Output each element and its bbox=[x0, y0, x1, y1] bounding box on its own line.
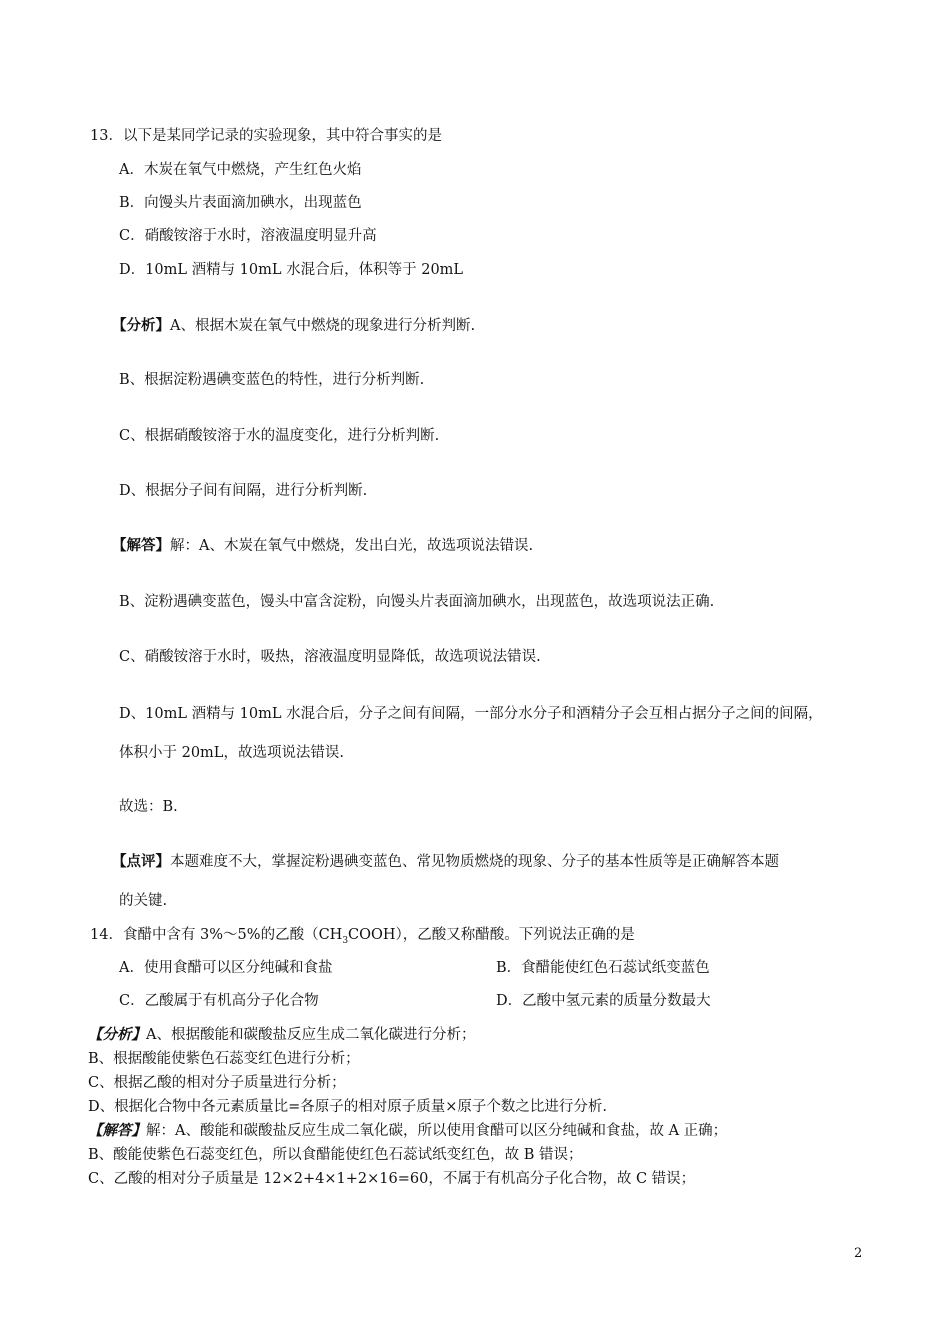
q14-answer-line-3: C、乙酸的相对分子质量是 12×2+4×1+2×16=60，不属于有机高分子化合物，故 C 错误； bbox=[88, 1171, 696, 1187]
q13-comment-line-1: 【点评】本题难度不大，掌握淀粉遇碘变蓝色、常见物质燃烧的现象、分子的基本性质等是正确解答本题 bbox=[112, 853, 779, 870]
q13-answer-line-3: C、硝酸铵溶于水时，吸热，溶液温度明显降低，故选项说法错误. bbox=[119, 649, 541, 665]
q13-answer-choice: 故选：B. bbox=[119, 799, 178, 815]
q14-analysis-line-1: 【分析】A、根据酸能和碳酸盐反应生成二氧化碳进行分析； bbox=[88, 1026, 476, 1043]
q13-option-b: B．向馒头片表面滴加碘水，出现蓝色 bbox=[119, 195, 362, 211]
q14-analysis-tag: 【分析】 bbox=[88, 1026, 146, 1043]
q14-answer-line-2: B、酸能使紫色石蕊变红色，所以食醋能使红色石蕊试纸变红色，故 B 错误； bbox=[88, 1147, 583, 1163]
q13-answer-line-2: B、淀粉遇碘变蓝色，馒头中富含淀粉，向馒头片表面滴加碘水，出现蓝色，故选项说法正确. bbox=[119, 594, 715, 610]
q13-option-c: C．硝酸铵溶于水时，溶液温度明显升高 bbox=[119, 228, 377, 244]
q14-analysis-line-4: D、根据化合物中各元素质量比=各原子的相对原子质量×原子个数之比进行分析. bbox=[88, 1099, 608, 1115]
q13-option-d: D．10mL 酒精与 10mL 水混合后，体积等于 20mL bbox=[119, 262, 464, 278]
q13-analysis-tag: 【分析】 bbox=[112, 317, 170, 334]
q13-comment-tag: 【点评】 bbox=[112, 853, 170, 870]
q13-answer-line-1: 【解答】解：A、木炭在氧气中燃烧，发出白光，故选项说法错误. bbox=[112, 537, 534, 554]
page-number: 2 bbox=[854, 1246, 863, 1261]
q14-option-b: B．食醋能使红色石蕊试纸变蓝色 bbox=[496, 960, 710, 976]
q13-answer-tag: 【解答】 bbox=[112, 537, 170, 554]
q13-comment-line-2: 的关键. bbox=[119, 893, 168, 909]
q13-analysis-line-4: D、根据分子间有间隔，进行分析判断. bbox=[119, 483, 368, 499]
q14-analysis-line-2: B、根据酸能使紫色石蕊变红色进行分析； bbox=[88, 1051, 360, 1067]
q14-stem: 14．食醋中含有 3%～5%的乙酸$(CH_3COOH)$，乙酸又称醋酸。下列说法正确的是 bbox=[90, 927, 635, 946]
q13-option-a: A．木炭在氧气中燃烧，产生红色火焰 bbox=[119, 162, 362, 178]
q13-analysis-line-1: 【分析】A、根据木炭在氧气中燃烧的现象进行分析判断. bbox=[112, 317, 476, 334]
q14-answer-tag: 【解答】 bbox=[88, 1122, 146, 1139]
q13-answer-line-5: 体积小于 20mL，故选项说法错误. bbox=[119, 745, 345, 761]
q13-analysis-line-2: B、根据淀粉遇碘变蓝色的特性，进行分析判断. bbox=[119, 372, 425, 388]
q13-answer-line-4: D、10mL 酒精与 10mL 水混合后，分子之间有间隔，一部分水分子和酒精分子会互相占据分子之间的间隔， bbox=[119, 706, 823, 722]
q13-analysis-line-3: C、根据硝酸铵溶于水的温度变化，进行分析判断. bbox=[119, 428, 440, 444]
q14-analysis-line-3: C、根据乙酸的相对分子质量进行分析； bbox=[88, 1075, 346, 1091]
q14-option-a: A．使用食醋可以区分纯碱和食盐 bbox=[119, 960, 333, 976]
q13-stem: 13．以下是某同学记录的实验现象，其中符合事实的是 bbox=[90, 128, 442, 144]
q14-option-c: C．乙酸属于有机高分子化合物 bbox=[119, 993, 319, 1009]
q14-answer-line-1: 【解答】解：A、酸能和碳酸盐反应生成二氧化碳，所以使用食醋可以区分纯碱和食盐，故 A 正确； bbox=[88, 1122, 728, 1139]
q14-option-d: D．乙酸中氢元素的质量分数最大 bbox=[496, 993, 711, 1009]
